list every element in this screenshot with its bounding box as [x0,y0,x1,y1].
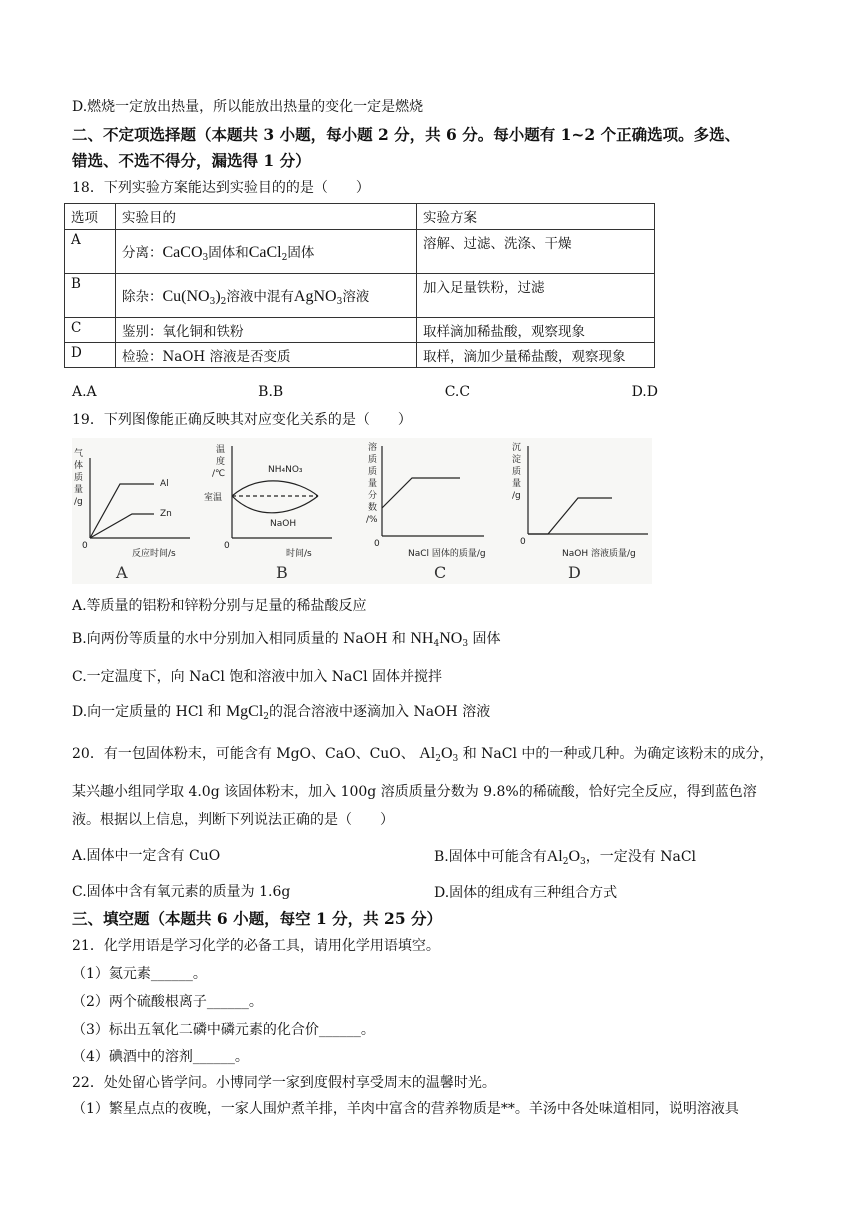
q19-graphs-svg [72,438,652,584]
q18-option-b[interactable]: B.B [258,384,284,400]
svg-text:NaOH 溶液质量/g: NaOH 溶液质量/g [562,549,636,559]
q20-option-a[interactable]: A.固体中一定含有 CuO [72,848,221,864]
row-plan: 加入足量铁粉，过滤 [417,274,655,318]
svg-text:NaOH: NaOH [270,519,297,529]
row-option: B [65,274,116,318]
q19-option-a[interactable]: A.等质量的铝粉和锌粉分别与足量的稀盐酸反应 [72,598,367,614]
prev-option-d: D.燃烧一定放出热量，所以能放出热量的变化一定是燃烧 [72,99,424,115]
svg-text:0: 0 [82,541,88,551]
svg-text:D: D [568,563,581,582]
section3-heading: 三、填空题（本题共 6 小题，每空 1 分，共 25 分） [72,909,443,928]
row-option: A [65,230,116,274]
svg-text:温: 温 [216,445,226,455]
svg-text:/℃: /℃ [212,469,226,479]
svg-text:度: 度 [216,457,226,467]
svg-text:质: 质 [512,467,522,477]
table-header-purpose: 实验目的 [116,204,417,230]
q18-option-a[interactable]: A.A [72,384,97,400]
svg-text:量: 量 [512,479,522,489]
svg-text:Zn: Zn [160,509,172,519]
row-plan: 溶解、过滤、洗涤、干燥 [417,230,655,274]
svg-text:NaCl 固体的质量/g: NaCl 固体的质量/g [408,549,486,559]
row-plan: 取样滴加稀盐酸，观察现象 [417,318,655,343]
table-row [65,274,655,318]
svg-text:C: C [434,563,447,582]
q18-table [64,203,655,368]
svg-text:/g: /g [74,497,83,507]
q20-option-b[interactable]: B.固体中可能含有$Al_2O_3$，一定没有 NaCl [434,848,697,867]
q20-stem-l2: 某兴趣小组同学取 4.0g 该固体粉末，加入 100g 溶质质量分数为 9.8%的稀硫酸，恰好完全反应，得到蓝色溶 [72,784,757,800]
q21-item-4: （4）碘酒中的溶剂______。 [72,1049,249,1065]
q18-options [72,384,658,400]
row-purpose: 鉴别：氧化铜和铁粉 [116,318,417,343]
svg-text:溶: 溶 [368,443,378,453]
svg-text:0: 0 [224,541,230,551]
section2-heading-l2: 错选、不选不得分，漏选得 1 分） [72,151,311,170]
q19-figure [72,438,652,584]
q22-stem: 22．处处留心皆学问。小博同学一家到度假村享受周末的温馨时光。 [72,1075,496,1091]
svg-text:量: 量 [74,485,84,495]
svg-text:体: 体 [74,461,84,471]
svg-text:数: 数 [368,503,378,513]
svg-text:质: 质 [368,455,378,465]
q19-option-d[interactable]: D.向一定质量的 HCl 和 MgCl$_2$的混合溶液中逐滴加入 NaOH 溶液 [72,703,491,722]
row-purpose: 分离：CaCO$_3$固体和CaCl$_2$固体 [116,230,417,274]
table-header-option: 选项 [65,204,116,230]
row-purpose: 检验：NaOH 溶液是否变质 [116,343,417,368]
row-option: C [65,318,116,343]
svg-text:/%: /% [366,515,378,525]
svg-text:/g: /g [512,491,521,501]
table-header-plan: 实验方案 [417,204,655,230]
svg-text:质: 质 [368,467,378,477]
q19-stem: 19．下列图像能正确反映其对应变化关系的是（ ） [72,412,412,428]
q22-item-1: （1）繁星点点的夜晚，一家人围炉煮羊排，羊肉中富含的营养物质是**。羊汤中各处味道相同，说明溶液具 [72,1101,739,1117]
svg-text:量: 量 [368,479,378,489]
q20-option-d[interactable]: D.固体的组成有三种组合方式 [434,885,618,901]
svg-text:0: 0 [374,539,380,549]
q21-item-2: （2）两个硫酸根离子______。 [72,994,263,1010]
svg-text:0: 0 [520,537,526,547]
svg-text:质: 质 [74,473,84,483]
q20-stem-l1: 20．有一包固体粉末，可能含有 MgO、CaO、CuO、 $Al_2O_3$ 和 NaCl 中的一种或几种。为确定该粉末的成分， [72,745,774,764]
q21-item-1: （1）氦元素______。 [72,966,207,982]
section2-heading-l1: 二、不定项选择题（本题共 3 小题，每小题 2 分，共 6 分。每小题有 1~2 个正确选项。多选、 [72,125,741,144]
row-purpose: 除杂：$Cu(NO_3)_2$溶液中混有AgNO$_3$溶液 [116,274,417,318]
q19-option-b[interactable]: B.向两份等质量的水中分别加入相同质量的 NaOH 和 $NH_4NO_3$ 固体 [72,630,501,649]
q21-item-3: （3）标出五氧化二磷中磷元素的化合价______。 [72,1022,375,1038]
row-option: D [65,343,116,368]
q21-stem: 21．化学用语是学习化学的必备工具，请用化学用语填空。 [72,938,440,954]
row-plan: 取样，滴加少量稀盐酸，观察现象 [417,343,655,368]
svg-text:NH₄NO₃: NH₄NO₃ [268,465,303,475]
q18-option-d[interactable]: D.D [631,384,658,400]
q19-option-c[interactable]: C.一定温度下，向 NaCl 饱和溶液中加入 NaCl 固体并搅拌 [72,669,443,685]
svg-text:沉: 沉 [512,443,522,453]
table-row [65,343,655,368]
table-row [65,318,655,343]
q18-stem: 18．下列实验方案能达到实验目的的是（ ） [72,180,370,196]
svg-text:Al: Al [160,479,169,489]
q20-stem-l3: 液。根据以上信息，判断下列说法正确的是（ ） [72,812,394,828]
svg-text:A: A [116,563,128,582]
svg-text:室温: 室温 [204,493,223,503]
table-row [65,230,655,274]
q18-option-c[interactable]: C.C [444,384,471,400]
svg-text:时间/s: 时间/s [286,549,312,559]
svg-text:反应时间/s: 反应时间/s [132,549,176,559]
svg-text:气: 气 [74,449,84,459]
svg-text:B: B [276,563,288,582]
svg-text:分: 分 [368,491,378,501]
svg-text:淀: 淀 [512,455,522,465]
q20-option-c[interactable]: C.固体中含有氧元素的质量为 1.6g [72,884,291,900]
